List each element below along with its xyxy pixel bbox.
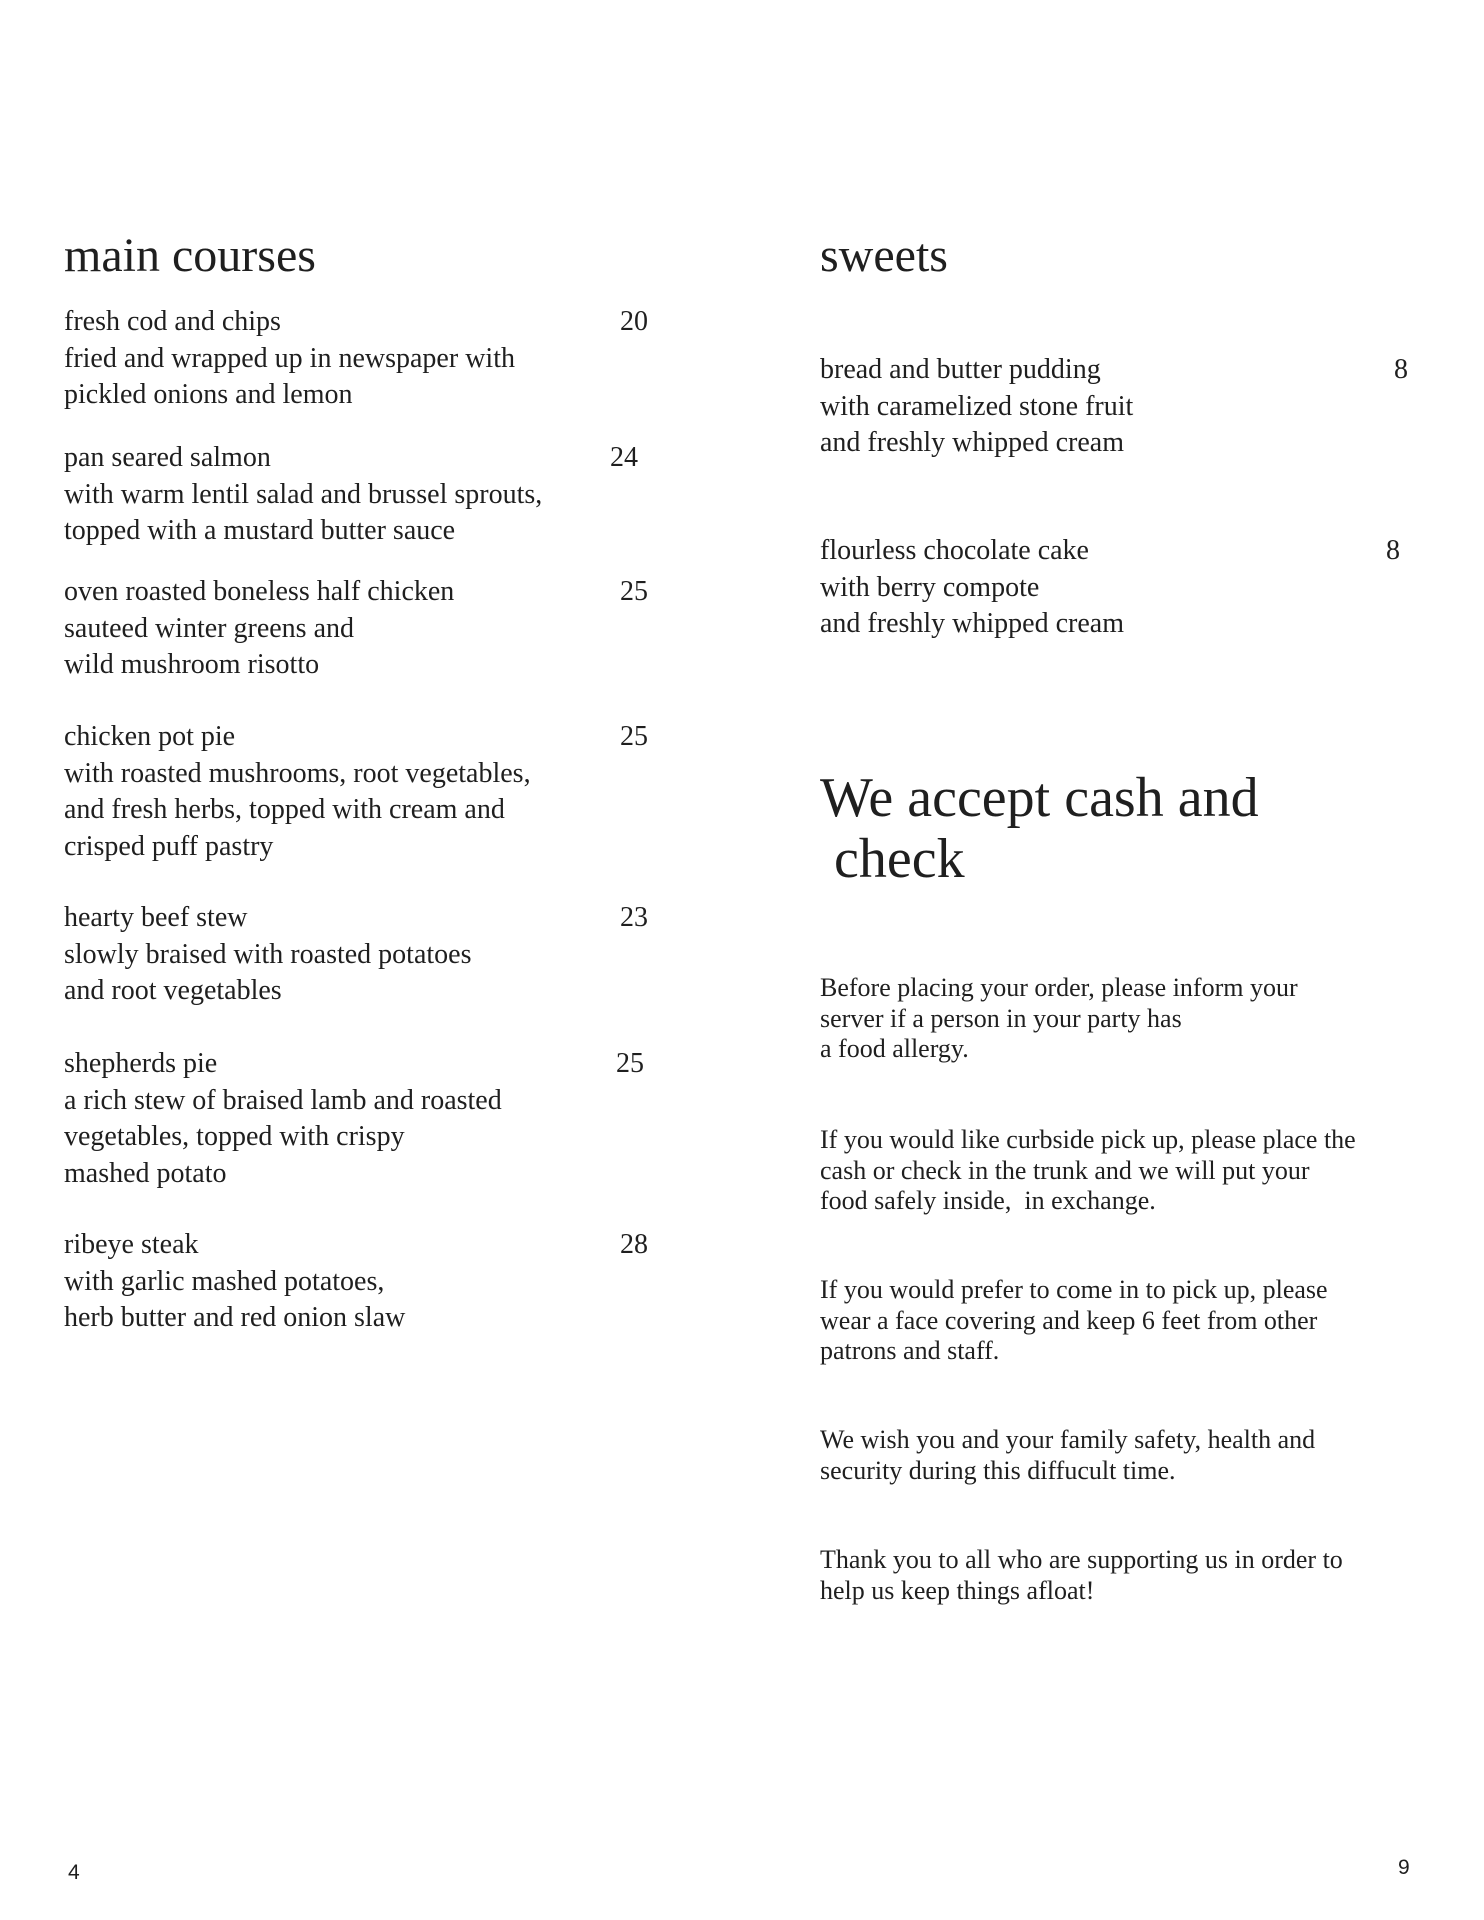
item-description: with caramelized stone fruit and freshly whipped cream [820, 390, 1134, 458]
item-description: slowly braised with roasted potatoes and root vegetables [64, 938, 472, 1006]
item-description: with warm lentil salad and brussel sprouts, topped with a mustard butter sauce [64, 478, 543, 546]
wishes-paragraph: We wish you and your family safety, health and security during this diffucult time. [820, 1425, 1316, 1485]
item-price: 8 [1386, 535, 1400, 566]
item-description: fried and wrapped up in newspaper with pickled onions and lemon [64, 342, 515, 410]
item-name: oven roasted boneless half chicken [64, 576, 455, 607]
item-name: fresh cod and chips [64, 306, 281, 337]
item-description: with berry compote and freshly whipped cream [820, 571, 1124, 639]
item-price: 24 [610, 442, 638, 473]
item-price: 20 [620, 306, 648, 337]
item-price: 25 [616, 1048, 644, 1079]
menu-item [64, 304, 664, 414]
item-price: 25 [620, 721, 648, 752]
item-price: 28 [620, 1229, 648, 1260]
item-name: ribeye steak [64, 1229, 199, 1260]
curbside-paragraph: If you would like curbside pick up, please place the cash or check in the trunk and we will put your food safely inside, in exchange. [820, 1125, 1356, 1215]
pickup-paragraph: If you would prefer to come in to pick up, please wear a face covering and keep 6 feet from other patrons and staff. [820, 1275, 1328, 1365]
page-number-left: 4 [68, 1861, 80, 1884]
item-name: chicken pot pie [64, 721, 236, 752]
item-description: with roasted mushrooms, root vegetables, and fresh herbs, topped with cream and crisped puff pastry [64, 757, 531, 862]
menu-item [64, 719, 664, 865]
item-price: 23 [620, 902, 648, 933]
allergy-paragraph: Before placing your order, please inform your server if a person in your party has a food allergy. [820, 973, 1298, 1063]
item-name: hearty beef stew [64, 902, 248, 933]
menu-item [64, 440, 664, 550]
item-description: sauteed winter greens and wild mushroom risotto [64, 612, 354, 680]
item-description: a rich stew of braised lamb and roasted vegetables, topped with crispy mashed potato [64, 1084, 502, 1189]
menu-item [820, 533, 1380, 643]
menu-item [820, 352, 1380, 462]
menu-item [64, 574, 664, 684]
page-number-right: 9 [1398, 1856, 1410, 1879]
payment-notice-heading: We accept cash and check [820, 767, 1259, 890]
sweets-heading: sweets [820, 229, 948, 282]
thanks-paragraph: Thank you to all who are supporting us in order to help us keep things afloat! [820, 1545, 1343, 1605]
item-name: bread and butter pudding [820, 354, 1101, 385]
item-description: with garlic mashed potatoes, herb butter and red onion slaw [64, 1265, 406, 1333]
main-courses-heading: main courses [64, 229, 316, 282]
menu-item [64, 900, 664, 1010]
item-name: pan seared salmon [64, 442, 271, 473]
menu-item [64, 1046, 664, 1192]
item-price: 8 [1394, 354, 1408, 385]
item-name: shepherds pie [64, 1048, 218, 1079]
item-name: flourless chocolate cake [820, 535, 1089, 566]
item-price: 25 [620, 576, 648, 607]
menu-item [64, 1227, 664, 1337]
